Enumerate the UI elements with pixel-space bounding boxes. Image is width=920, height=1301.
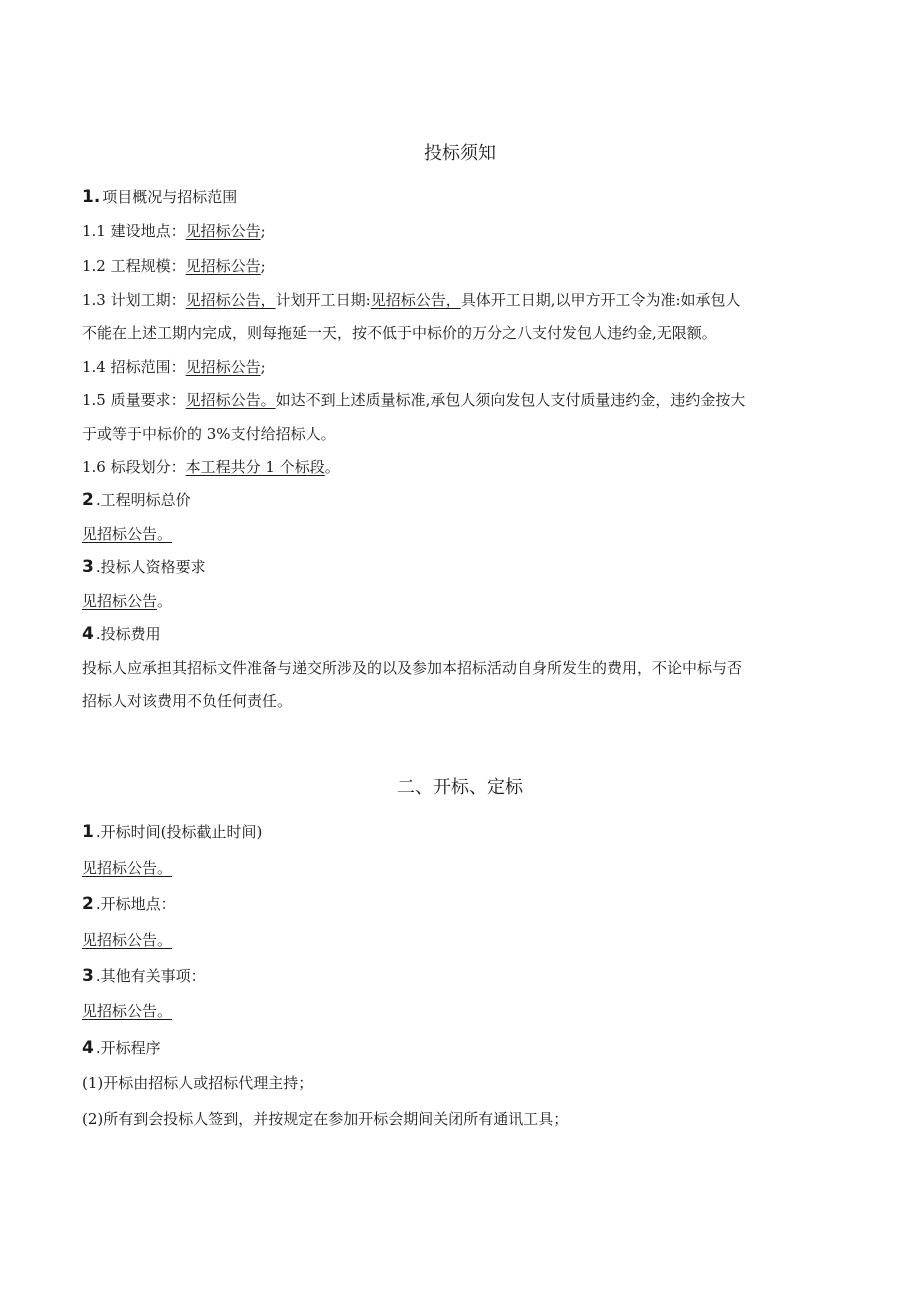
part-2-title: 二、开标、定标 <box>397 777 523 798</box>
item-label: 1.5 质量要求： <box>82 391 186 409</box>
item-label: 1.1 建设地点： <box>82 222 186 240</box>
item-1-1 <box>82 220 842 242</box>
item-suffix: ; <box>260 358 266 376</box>
section-1-heading <box>82 186 842 208</box>
section-number: 3 <box>82 966 94 986</box>
item-text: 计划开工日期: <box>275 291 371 309</box>
item-value: 见招标公告， <box>370 291 461 309</box>
item-text: 具体开工日期,以甲方开工令为准:如承包人 <box>460 291 741 309</box>
section-4-body-line-2: 招标人对该费用不负任何责任。 <box>82 692 293 710</box>
item-1-6 <box>82 456 842 478</box>
section-2-body <box>82 523 842 545</box>
section-4-body-line-1: 投标人应承担其招标文件准备与递交所涉及的以及参加本招标活动自身所发生的费用，不论中标与否 <box>82 659 743 677</box>
item-suffix: ; <box>260 222 266 240</box>
section-number: 3 <box>82 557 94 577</box>
item-value: 见招标公告， <box>185 291 276 309</box>
document-title: 投标须知 <box>424 143 496 164</box>
item-label: 1.4 招标范围： <box>82 358 186 376</box>
section-number: 4 <box>82 1038 94 1058</box>
section-3-body <box>82 590 842 612</box>
section-3-heading <box>82 556 842 578</box>
item-label: 1.3 计划工期： <box>82 291 186 309</box>
section-number: 2 <box>82 490 94 510</box>
section-title: .其他有关事项： <box>95 967 206 985</box>
section-number: 1 <box>82 822 94 842</box>
item-value: 本工程共分 1 个标段 <box>185 458 325 476</box>
item-1-5 <box>82 389 842 411</box>
opening-3-heading <box>82 965 842 987</box>
item-1-3 <box>82 289 842 311</box>
item-suffix: 。 <box>324 458 340 476</box>
section-title: .开标地点： <box>95 895 176 913</box>
section-number: 1. <box>82 187 101 207</box>
section-number: 4 <box>82 624 94 644</box>
item-value: 见招标公告。 <box>82 859 173 877</box>
item-1-5-continued: 于或等于中标价的 3%支付给招标人。 <box>82 425 336 443</box>
item-value: 见招标公告。 <box>185 391 276 409</box>
opening-2-heading <box>82 893 842 915</box>
item-1-3-continued: 不能在上述工期内完成，则每拖延一天，按不低于中标价的万分之八支付发包人违约金,无限额。 <box>82 324 717 342</box>
opening-3-body <box>82 1000 842 1022</box>
section-2-heading <box>82 489 842 511</box>
opening-1-heading <box>82 821 842 843</box>
section-title: .开标程序 <box>95 1039 161 1057</box>
opening-2-body <box>82 929 842 951</box>
item-value: 见招标公告。 <box>82 525 173 543</box>
item-label: 1.6 标段划分： <box>82 458 186 476</box>
item-value: 见招标公告 <box>185 257 261 275</box>
item-value: 见招标公告 <box>185 358 261 376</box>
section-title: .投标费用 <box>95 625 161 643</box>
section-title: .投标人资格要求 <box>95 558 206 576</box>
section-4-heading <box>82 623 842 645</box>
item-1-4 <box>82 356 842 378</box>
section-title: .工程明标总价 <box>95 491 191 509</box>
section-number: 2 <box>82 894 94 914</box>
section-title: 项目概况与招标范围 <box>102 188 238 206</box>
item-label: 1.2 工程规模： <box>82 257 186 275</box>
item-suffix: 。 <box>157 592 173 610</box>
section-title: .开标时间(投标截止时间) <box>95 823 263 841</box>
item-1-2 <box>82 255 842 277</box>
item-value: 见招标公告 <box>185 222 261 240</box>
opening-4-heading <box>82 1037 842 1059</box>
opening-4-step-2: (2)所有到会投标人签到，并按规定在参加开标会期间关闭所有通讯工具； <box>82 1110 569 1128</box>
opening-1-body <box>82 857 842 879</box>
item-value: 见招标公告。 <box>82 931 173 949</box>
item-suffix: ; <box>260 257 266 275</box>
opening-4-step-1: (1)开标由招标人或招标代理主持； <box>82 1074 314 1092</box>
item-value: 见招标公告。 <box>82 1002 173 1020</box>
item-text: 如达不到上述质量标准,承包人须向发包人支付质量违约金，违约金按大 <box>275 391 746 409</box>
item-value: 见招标公告 <box>82 592 158 610</box>
